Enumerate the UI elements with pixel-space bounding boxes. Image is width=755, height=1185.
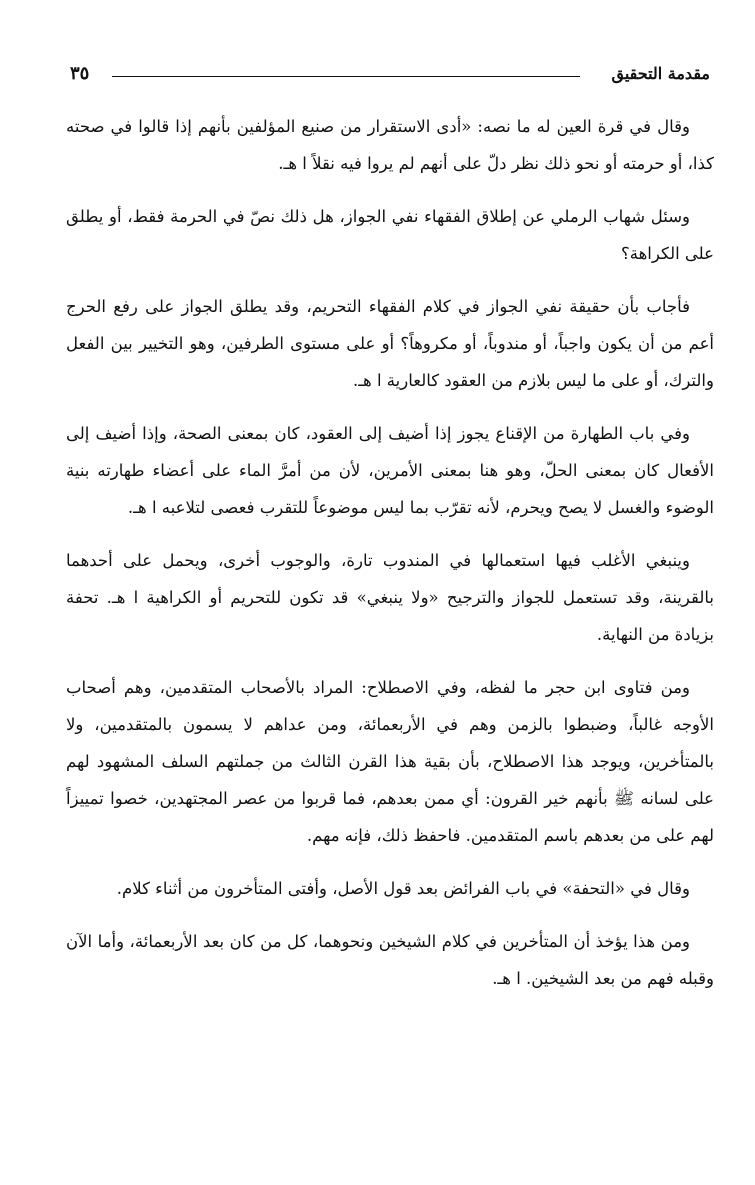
header-rule: [112, 76, 580, 77]
paragraph-8: ومن هذا يؤخذ أن المتأخرين في كلام الشيخين ونحوهما، كل من كان بعد الأربعمائة، وأما الآن وقبله فهم من بعد الشيخين. ا هـ.: [66, 932, 714, 988]
paragraph-7: وقال في «التحفة» في باب الفرائض بعد قول الأصل، وأفتى المتأخرون من أثناء كلام.: [116, 879, 690, 898]
paragraph-6: ومن فتاوى ابن حجر ما لفظه، وفي الاصطلاح: المراد بالأصحاب المتقدمين، وهم أصحاب الأوجه غالباً، وضبطوا بالزمن وهم في الأربعمائة، ومن عداهم لا يسمون بالمتقدمين، ولا بالمتأخرين، ويوجد هذا الاصطلاح، بأن بقية هذا القرن الثالث من جملتهم السلف المشهود لهم على لسانه ﷺ بأنهم خير القرون: أي ممن بعدهم، فما قربوا من عصر المجتهدين، خصوا تمييزاً لهم على من بعدهم باسم المتقدمين. فاحفظ ذلك، فإنه مهم.: [66, 678, 714, 845]
page-header: [70, 62, 710, 92]
running-title: مقدمة التحقيق: [611, 64, 710, 83]
paragraph-3: فأجاب بأن حقيقة نفي الجواز في كلام الفقهاء التحريم، وقد يطلق الجواز على رفع الحرج أعم من أن يكون واجباً، أو مندوباً، أو مكروهاً؟ أو على مستوى الطرفين، وهو التخيير بين الفعل والترك، أو على ما ليس بلازم من العقود كالعارية ا هـ.: [66, 297, 714, 390]
paragraph-1: وقال في قرة العين له ما نصه: «أدى الاستقرار من صنيع المؤلفين بأنهم إذا قالوا في صحته كذا، أو حرمته أو نحو ذلك نظر دلّ على أنهم لم يروا فيه نقلاً ا هـ.: [66, 117, 714, 173]
paragraph-5: وينبغي الأغلب فيها استعمالها في المندوب تارة، والوجوب أخرى، ويحمل على أحدهما بالقرينة، وقد تستعمل للجواز والترجيح «ولا ينبغي» قد تكون للتحريم أو الكراهية ا هـ. تحفة بزيادة من النهاية.: [66, 551, 714, 644]
paragraph-2: وسئل شهاب الرملي عن إطلاق الفقهاء نفي الجواز، هل ذلك نصّ في الحرمة فقط، أو يطلق على الكراهة؟: [66, 207, 714, 263]
paragraph-4: وفي باب الطهارة من الإقناع يجوز إذا أضيف إلى العقود، كان بمعنى الصحة، وإذا أضيف إلى الأفعال كان بمعنى الحلّ، وهو هنا بمعنى الأمرين، لأن من أمرَّ الماء على أعضاء طهارته بنية الوضوء والغسل لا يصح ويحرم، لأنه تقرّب بما ليس موضوعاً للتقرب فعصى لتلاعبه ا هـ.: [66, 424, 714, 517]
body-text: [66, 108, 714, 1013]
page-number: ٣٥: [70, 63, 90, 84]
